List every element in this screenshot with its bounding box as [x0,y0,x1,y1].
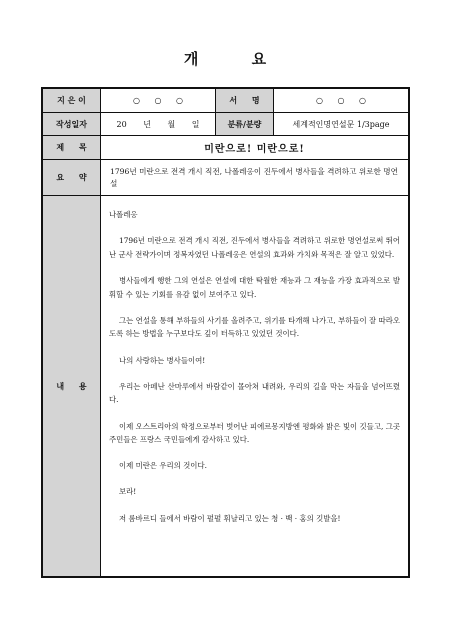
content-paragraph: 나의 사랑하는 병사들이여! [119,355,206,365]
content-text [109,208,400,538]
label-summary: 요 약 [43,160,101,195]
content-paragraph: 그는 연설을 통해 부하들의 사기를 올려주고, 위기를 타개해 나가고, 부하들이 잘 따라오도록 하는 방법을 누구보다도 깊이 터득하고 있었던 것이다. [109,315,400,339]
content-paragraph: 1796년 미란으로 전격 개시 직전, 진두에서 병사들을 격려하고 위로한 명연설로써 뛰어난 군사 전략가이며 정복자였던 나폴레옹은 연설의 효과와 가치와 목적은 잘 알고 있었다. [109,236,400,259]
subject-value: 미란으로! 미란으로! [204,144,305,155]
signature-value: ○ ○ ○ [315,96,373,105]
label-signature: 서 명 [216,89,274,112]
content-paragraph: 우리는 아페난 산마루에서 바람같이 몰아쳐 내려와, 우리의 길을 막는 자들을 넘어뜨렸다. [109,381,400,405]
content-paragraph: 저 롬바르디 들에서 바람이 펄펄 휘날리고 있는 청 · 백 · 홍의 깃발을! [119,513,341,523]
date-value: 20 년 월 일 [101,113,216,135]
content-area [101,196,408,576]
content-paragraph: 이제 오스트리아의 학정으로부터 벗어난 피에르몽지방엔 평화와 밝은 빛이 깃들고, 그곳 주민들은 프랑스 국민들에게 감사하고 있다. [109,421,400,445]
overview-table [41,87,410,578]
row-date [43,113,408,136]
row-subject [43,136,408,160]
summary-value: 1796년 미란으로 전격 개시 직전, 나폴레옹이 진두에서 병사들을 격려하고 위로한 명연설 [110,166,398,188]
content-paragraph: 나폴레옹 [109,210,138,219]
label-content: 내 용 [43,196,101,576]
author-value: ○ ○ ○ [101,89,216,112]
content-paragraph: 보라! [119,487,137,497]
row-content [43,196,408,576]
row-author [43,89,408,113]
label-category: 분류/분량 [216,113,274,135]
content-paragraph: 이제 미란은 우리의 것이다. [119,461,207,471]
document-title: 개 요 [183,50,291,68]
label-subject: 제 목 [43,136,101,159]
label-date: 작성일자 [43,113,101,135]
row-summary [43,160,408,196]
content-paragraph: 병사들에게 행한 그의 연설은 연설에 대한 탁월한 재능과 그 재능을 가장 효과적으로 발휘할 수 있는 기회를 유감 없이 보여주고 있다. [109,275,400,299]
label-author: 지 은 이 [43,89,101,112]
category-value: 세계적인명연설문 1/3page [292,119,390,129]
